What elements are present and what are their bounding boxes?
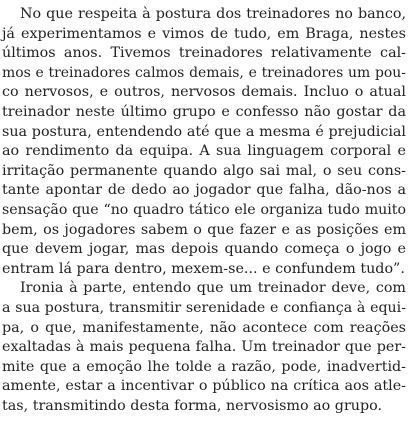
- paragraph-1-line: entram lá para dentro, mexem-se... e confundem tudo”.: [2, 260, 405, 277]
- paragraph-2-line: mite que a emoção lhe tolde a razão, pode, inadvertid-: [2, 358, 406, 375]
- paragraph-2-line: amente, estar a incentivar o público na crítica aos atle-: [2, 378, 406, 395]
- paragraph-1-line: No que respeita à postura dos treinadores no banco,: [20, 6, 406, 22]
- paragraph-1-line: tante apontar de dedo ao jogador que falha, dão-nos a: [2, 182, 406, 199]
- paragraph-2-line: pa, o que, manifestamente, não acontece com reações: [2, 319, 406, 336]
- paragraph-1-line: sensação que “no quadro tático ele organiza tudo muito: [2, 201, 406, 218]
- paragraph-2: [2, 279, 406, 416]
- paragraph-1-line: sua postura, entendendo até que a mesma é prejudicial: [2, 123, 406, 140]
- paragraph-2-line: tas, transmitindo desta forma, nervosismo ao grupo.: [2, 397, 383, 414]
- paragraph-1-line: mos e treinadores calmos demais, e treinadores um pou-: [2, 64, 406, 81]
- paragraph-2-line: a sua postura, transmitir serenidade e confiança à equi-: [2, 299, 406, 316]
- paragraph-2-line: exaltadas à mais pequena falha. Um treinador que per-: [2, 339, 406, 356]
- paragraph-1-line: treinador neste último grupo e confesso não gostar da: [2, 103, 406, 120]
- paragraph-1-line: ao rendimento da equipa. A sua linguagem corporal e: [2, 143, 406, 160]
- paragraph-1-line: irritação permanente quando algo sai mal, o seu cons-: [2, 162, 406, 179]
- paragraph-1-line: já experimentamos e vimos de tudo, em Braga, nestes: [2, 25, 406, 42]
- paragraph-1-line: co nervosos, e outros, nervosos demais. Incluo o atual: [2, 84, 406, 101]
- paragraph-2-line: Ironia à parte, entendo que um treinador deve, com: [20, 280, 406, 297]
- paragraph-1-line: últimos anos. Tivemos treinadores relativamente cal-: [2, 45, 406, 62]
- article-column: [2, 5, 406, 416]
- paragraph-1-line: que devem jogar, mas depois quando começa o jogo e: [2, 241, 406, 258]
- paragraph-1: [2, 5, 406, 279]
- paragraph-1-line: bem, os jogadores sabem o que fazer e as posições em: [2, 221, 406, 238]
